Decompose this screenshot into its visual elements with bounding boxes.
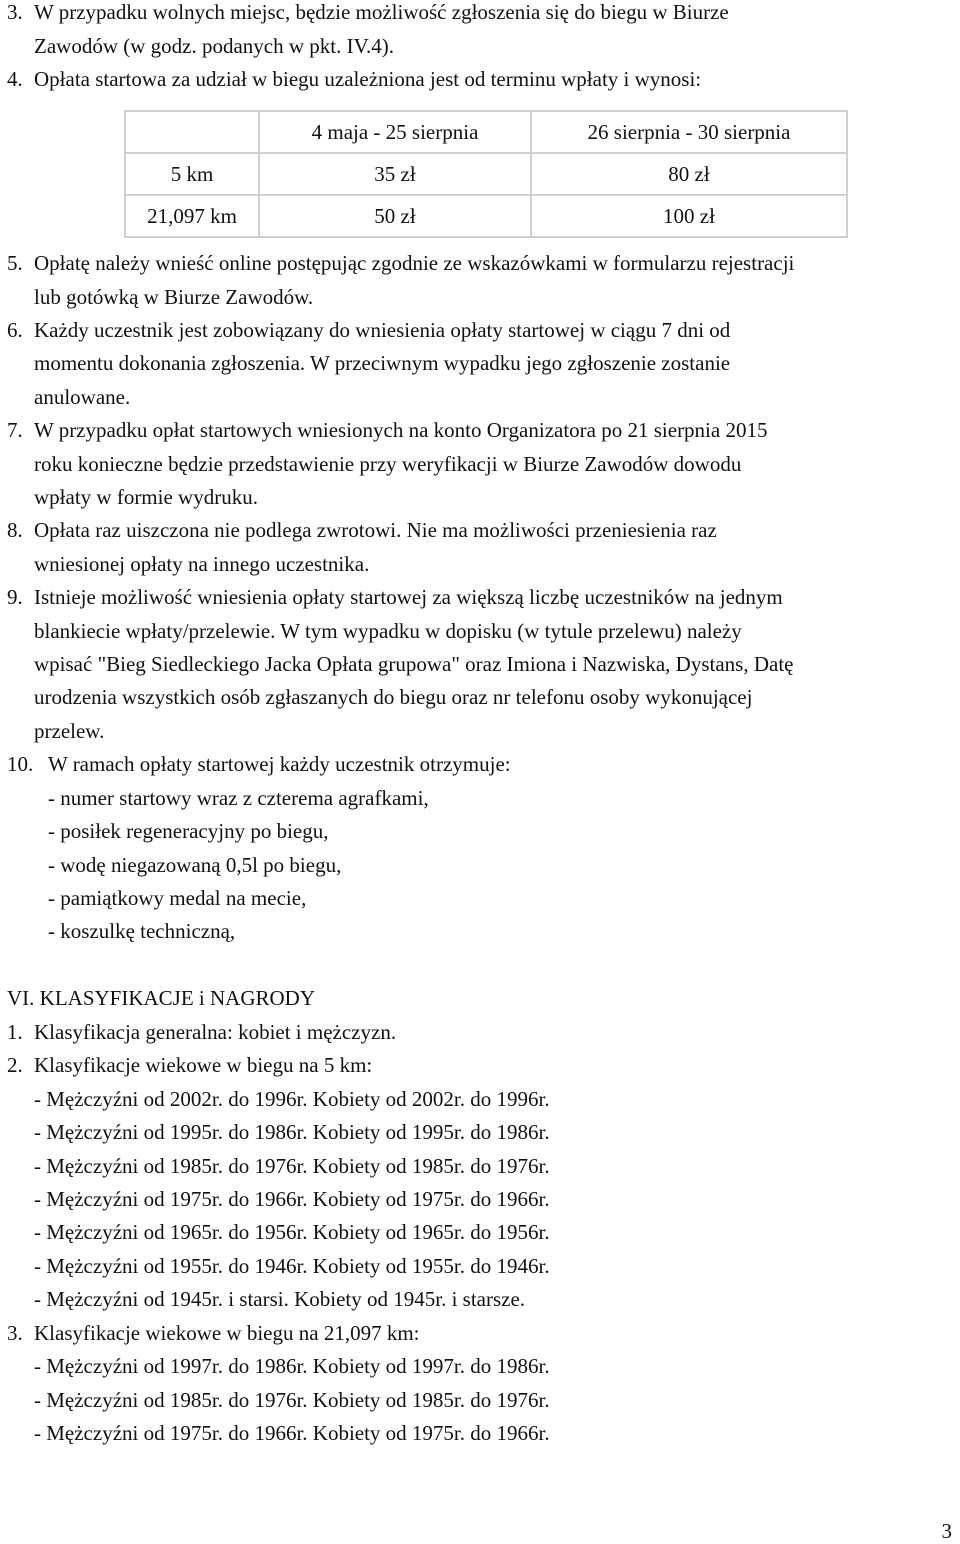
list-item-text: - Mężczyźni od 1985r. do 1976r. Kobiety od 1985r. do 1976r. <box>34 1388 550 1412</box>
list-item-text: - Mężczyźni od 1985r. do 1976r. Kobiety od 1985r. do 1976r. <box>34 1154 550 1178</box>
fee-table <box>124 110 848 238</box>
list-item-text: - pamiątkowy medal na mecie, <box>48 886 307 910</box>
table-cell: 100 zł <box>531 195 847 237</box>
list-item-text: - Mężczyźni od 1997r. do 1986r. Kobiety od 1997r. do 1986r. <box>34 1354 550 1378</box>
paragraph-text: wniesionej opłaty na innego uczestnika. <box>34 552 370 576</box>
paragraph-text: W przypadku wolnych miejsc, będzie możliwość zgłoszenia się do biegu w Biurze <box>34 0 729 24</box>
list-item-text: - Mężczyźni od 2002r. do 1996r. Kobiety od 2002r. do 1996r. <box>34 1087 550 1111</box>
table-header-cell <box>125 111 259 153</box>
list-item-text: - Mężczyźni od 1955r. do 1946r. Kobiety od 1955r. do 1946r. <box>34 1254 550 1278</box>
list-item-text: - Mężczyźni od 1965r. do 1956r. Kobiety od 1965r. do 1956r. <box>34 1220 550 1244</box>
paragraph-text: Zawodów (w godz. podanych w pkt. IV.4). <box>34 34 395 58</box>
table-row <box>125 195 847 237</box>
list-item-text: - posiłek regeneracyjny po biegu, <box>48 819 329 843</box>
paragraph-text: Klasyfikacje wiekowe w biegu na 21,097 km: <box>34 1321 420 1345</box>
paragraph-text: Opłata raz uiszczona nie podlega zwrotowi. Nie ma możliwości przeniesienia raz <box>34 518 717 542</box>
paragraph-text: Opłata startowa za udział w biegu uzależniona jest od terminu wpłaty i wynosi: <box>34 67 702 91</box>
list-item-text: - Mężczyźni od 1975r. do 1966r. Kobiety od 1975r. do 1966r. <box>34 1421 550 1445</box>
table-cell: 80 zł <box>531 153 847 195</box>
paragraph-text: urodzenia wszystkich osób zgłaszanych do biegu oraz nr telefonu osoby wykonującej <box>34 685 753 709</box>
item-number: 9. <box>7 585 23 609</box>
paragraph-text: wpłaty w formie wydruku. <box>34 485 258 509</box>
paragraph-text: roku konieczne będzie przedstawienie przy weryfikacji w Biurze Zawodów dowodu <box>34 452 742 476</box>
table-header-cell: 4 maja - 25 sierpnia <box>259 111 531 153</box>
paragraph-text: wpisać "Bieg Siedleckiego Jacka Opłata grupowa" oraz Imiona i Nazwiska, Dystans, Datę <box>34 652 794 676</box>
item-number: 1. <box>7 1020 23 1044</box>
paragraph-text: Klasyfikacje wiekowe w biegu na 5 km: <box>34 1053 373 1077</box>
item-number: 8. <box>7 518 23 542</box>
table-cell: 21,097 km <box>125 195 259 237</box>
item-number: 6. <box>7 318 23 342</box>
paragraph-text: W przypadku opłat startowych wniesionych na konto Organizatora po 21 sierpnia 2015 <box>34 418 768 442</box>
item-number: 10. <box>7 752 34 776</box>
page-number: 3 <box>941 1519 952 1543</box>
paragraph-text: W ramach opłaty startowej każdy uczestnik otrzymuje: <box>48 752 511 776</box>
item-number: 7. <box>7 418 23 442</box>
table-cell: 50 zł <box>259 195 531 237</box>
item-number: 4. <box>7 67 23 91</box>
paragraph-text: blankiecie wpłaty/przelewie. W tym wypadku w dopisku (w tytule przelewu) należy <box>34 619 742 643</box>
paragraph-text: Opłatę należy wnieść online postępując zgodnie ze wskazówkami w formularzu rejestracji <box>34 251 795 275</box>
paragraph-text: momentu dokonania zgłoszenia. W przeciwnym wypadku jego zgłoszenie zostanie <box>34 351 731 375</box>
paragraph-text: Istnieje możliwość wniesienia opłaty startowej za większą liczbę uczestników na jednym <box>34 585 783 609</box>
table-row <box>125 153 847 195</box>
item-number: 3. <box>7 1321 23 1345</box>
list-item-text: - koszulkę techniczną, <box>48 919 236 943</box>
table-cell: 35 zł <box>259 153 531 195</box>
paragraph-text: lub gotówką w Biurze Zawodów. <box>34 285 314 309</box>
item-number: 5. <box>7 251 23 275</box>
list-item-text: - Mężczyźni od 1945r. i starsi. Kobiety od 1945r. i starsze. <box>34 1287 526 1311</box>
section-heading-text: VI. KLASYFIKACJE i NAGRODY <box>7 986 316 1010</box>
item-number: 3. <box>7 0 23 24</box>
table-header-cell: 26 sierpnia - 30 sierpnia <box>531 111 847 153</box>
paragraph-text: Każdy uczestnik jest zobowiązany do wniesienia opłaty startowej w ciągu 7 dni od <box>34 318 731 342</box>
table-cell: 5 km <box>125 153 259 195</box>
paragraph-text: przelew. <box>34 719 105 743</box>
table-header-row <box>125 111 847 153</box>
list-item-text: - Mężczyźni od 1975r. do 1966r. Kobiety od 1975r. do 1966r. <box>34 1187 550 1211</box>
list-item-text: - Mężczyźni od 1995r. do 1986r. Kobiety od 1995r. do 1986r. <box>34 1120 550 1144</box>
paragraph-text: Klasyfikacja generalna: kobiet i mężczyzn. <box>34 1020 397 1044</box>
item-number: 2. <box>7 1053 23 1077</box>
list-item-text: - wodę niegazowaną 0,5l po biegu, <box>48 853 342 877</box>
paragraph-text: anulowane. <box>34 385 131 409</box>
list-item-text: - numer startowy wraz z czterema agrafkami, <box>48 786 429 810</box>
